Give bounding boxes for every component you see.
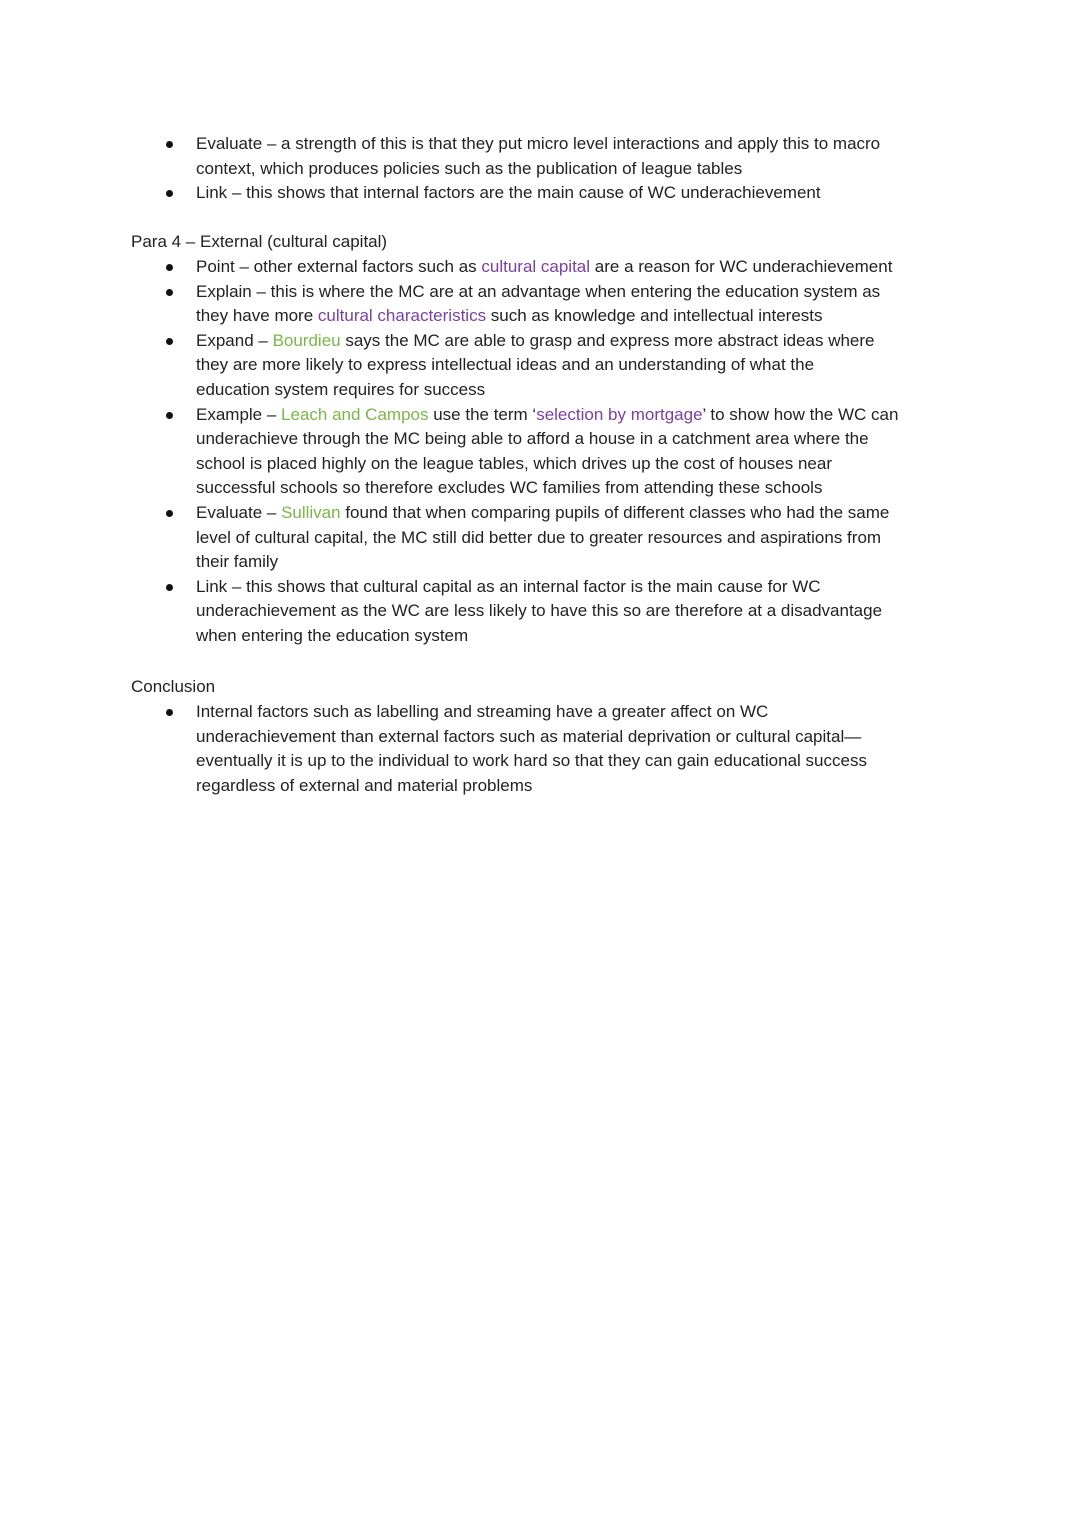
link-line-3: when entering the education system	[196, 625, 469, 645]
conclusion-line-2: underachievement than external factors such as material deprivation or cultural capital—	[196, 726, 862, 746]
list-item-conclusion	[0, 700, 956, 798]
list-item-point	[0, 255, 956, 280]
evaluate-line-3: their family	[196, 552, 279, 572]
evaluate-line-1	[196, 501, 956, 526]
bullet-icon	[166, 190, 173, 197]
conclusion-bullet-list	[0, 700, 1080, 798]
expand-line-2: they are more likely to express intellectual ideas and an understanding of what the	[196, 355, 815, 375]
conclusion-line-3: eventually it is up to the individual to work hard so that they can gain educational success	[196, 751, 867, 771]
expand-line-1	[196, 329, 956, 354]
explain-line-1: Explain – this is where the MC are at an advantage when entering the education system as	[196, 281, 881, 301]
key-term: cultural capital	[481, 257, 591, 276]
expand-text: Expand –	[196, 330, 273, 350]
bullet-icon	[166, 141, 173, 148]
theorist-name: Leach and Campos	[281, 404, 429, 424]
bullet-icon	[166, 338, 173, 345]
link-line-2: underachievement as the WC are less likely to have this so are therefore at a disadvantage	[196, 601, 883, 621]
conclusion-line-4: regardless of external and material problems	[196, 775, 533, 795]
list-item-link	[0, 181, 956, 206]
expand-text: says the MC are able to grasp and express more abstract ideas where	[340, 330, 875, 350]
example-line-4: successful schools so therefore excludes WC families from attending these schools	[196, 478, 823, 498]
theorist-name: Sullivan	[281, 502, 341, 522]
evaluate-line-2: context, which produces policies such as the publication of league tables	[196, 158, 743, 178]
bullet-icon	[166, 709, 173, 716]
point-text: Point – other external factors such as	[196, 257, 482, 276]
bullet-icon	[166, 510, 173, 517]
explain-line-2	[196, 304, 956, 329]
list-item-link	[0, 575, 956, 649]
point-line-1	[196, 255, 956, 280]
bullet-icon	[166, 412, 173, 419]
para4-bullet-list	[0, 255, 1080, 649]
example-line-3: school is placed highly on the league tables, which drives up the cost of houses near	[196, 453, 833, 473]
example-text: ’ to show how the WC can	[702, 404, 899, 424]
bullet-icon	[166, 289, 173, 296]
list-item-explain	[0, 280, 956, 329]
conclusion-line-1: Internal factors such as labelling and streaming have a greater affect on WC	[196, 702, 769, 721]
evaluate-text: found that when comparing pupils of different classes who had the same	[340, 502, 890, 522]
list-item-example	[0, 403, 956, 501]
link-line-1: Link – this shows that cultural capital as an internal factor is the main cause for WC	[196, 576, 821, 596]
link-line-1: Link – this shows that internal factors are the main cause of WC underachievement	[196, 183, 821, 203]
list-item-evaluate	[0, 501, 956, 575]
bullet-icon	[166, 584, 173, 591]
list-item-expand	[0, 329, 956, 403]
example-text: use the term ‘	[428, 404, 537, 424]
conclusion-heading: Conclusion	[131, 677, 216, 696]
theorist-name: Bourdieu	[272, 330, 341, 350]
example-text: Example –	[196, 404, 282, 424]
example-line-2: underachieve through the MC being able to afford a house in a catchment area where the	[196, 429, 869, 449]
evaluate-text: Evaluate –	[196, 502, 282, 522]
explain-text: such as knowledge and intellectual interests	[486, 306, 823, 326]
point-text: are a reason for WC underachievement	[590, 257, 893, 276]
bullet-icon	[166, 264, 173, 271]
evaluate-line-2: level of cultural capital, the MC still did better due to greater resources and aspirations from	[196, 527, 882, 547]
expand-line-3: education system requires for success	[196, 379, 486, 399]
para4-heading: Para 4 – External (cultural capital)	[131, 232, 388, 251]
top-bullet-list	[0, 132, 1080, 206]
example-line-1	[196, 403, 956, 428]
evaluate-line-1: Evaluate – a strength of this is that they put micro level interactions and apply this to macro	[196, 134, 881, 153]
list-item-evaluate	[0, 132, 956, 181]
explain-text: they have more	[196, 306, 318, 326]
key-term: cultural characteristics	[317, 306, 487, 326]
key-term: selection by mortgage	[536, 404, 703, 424]
